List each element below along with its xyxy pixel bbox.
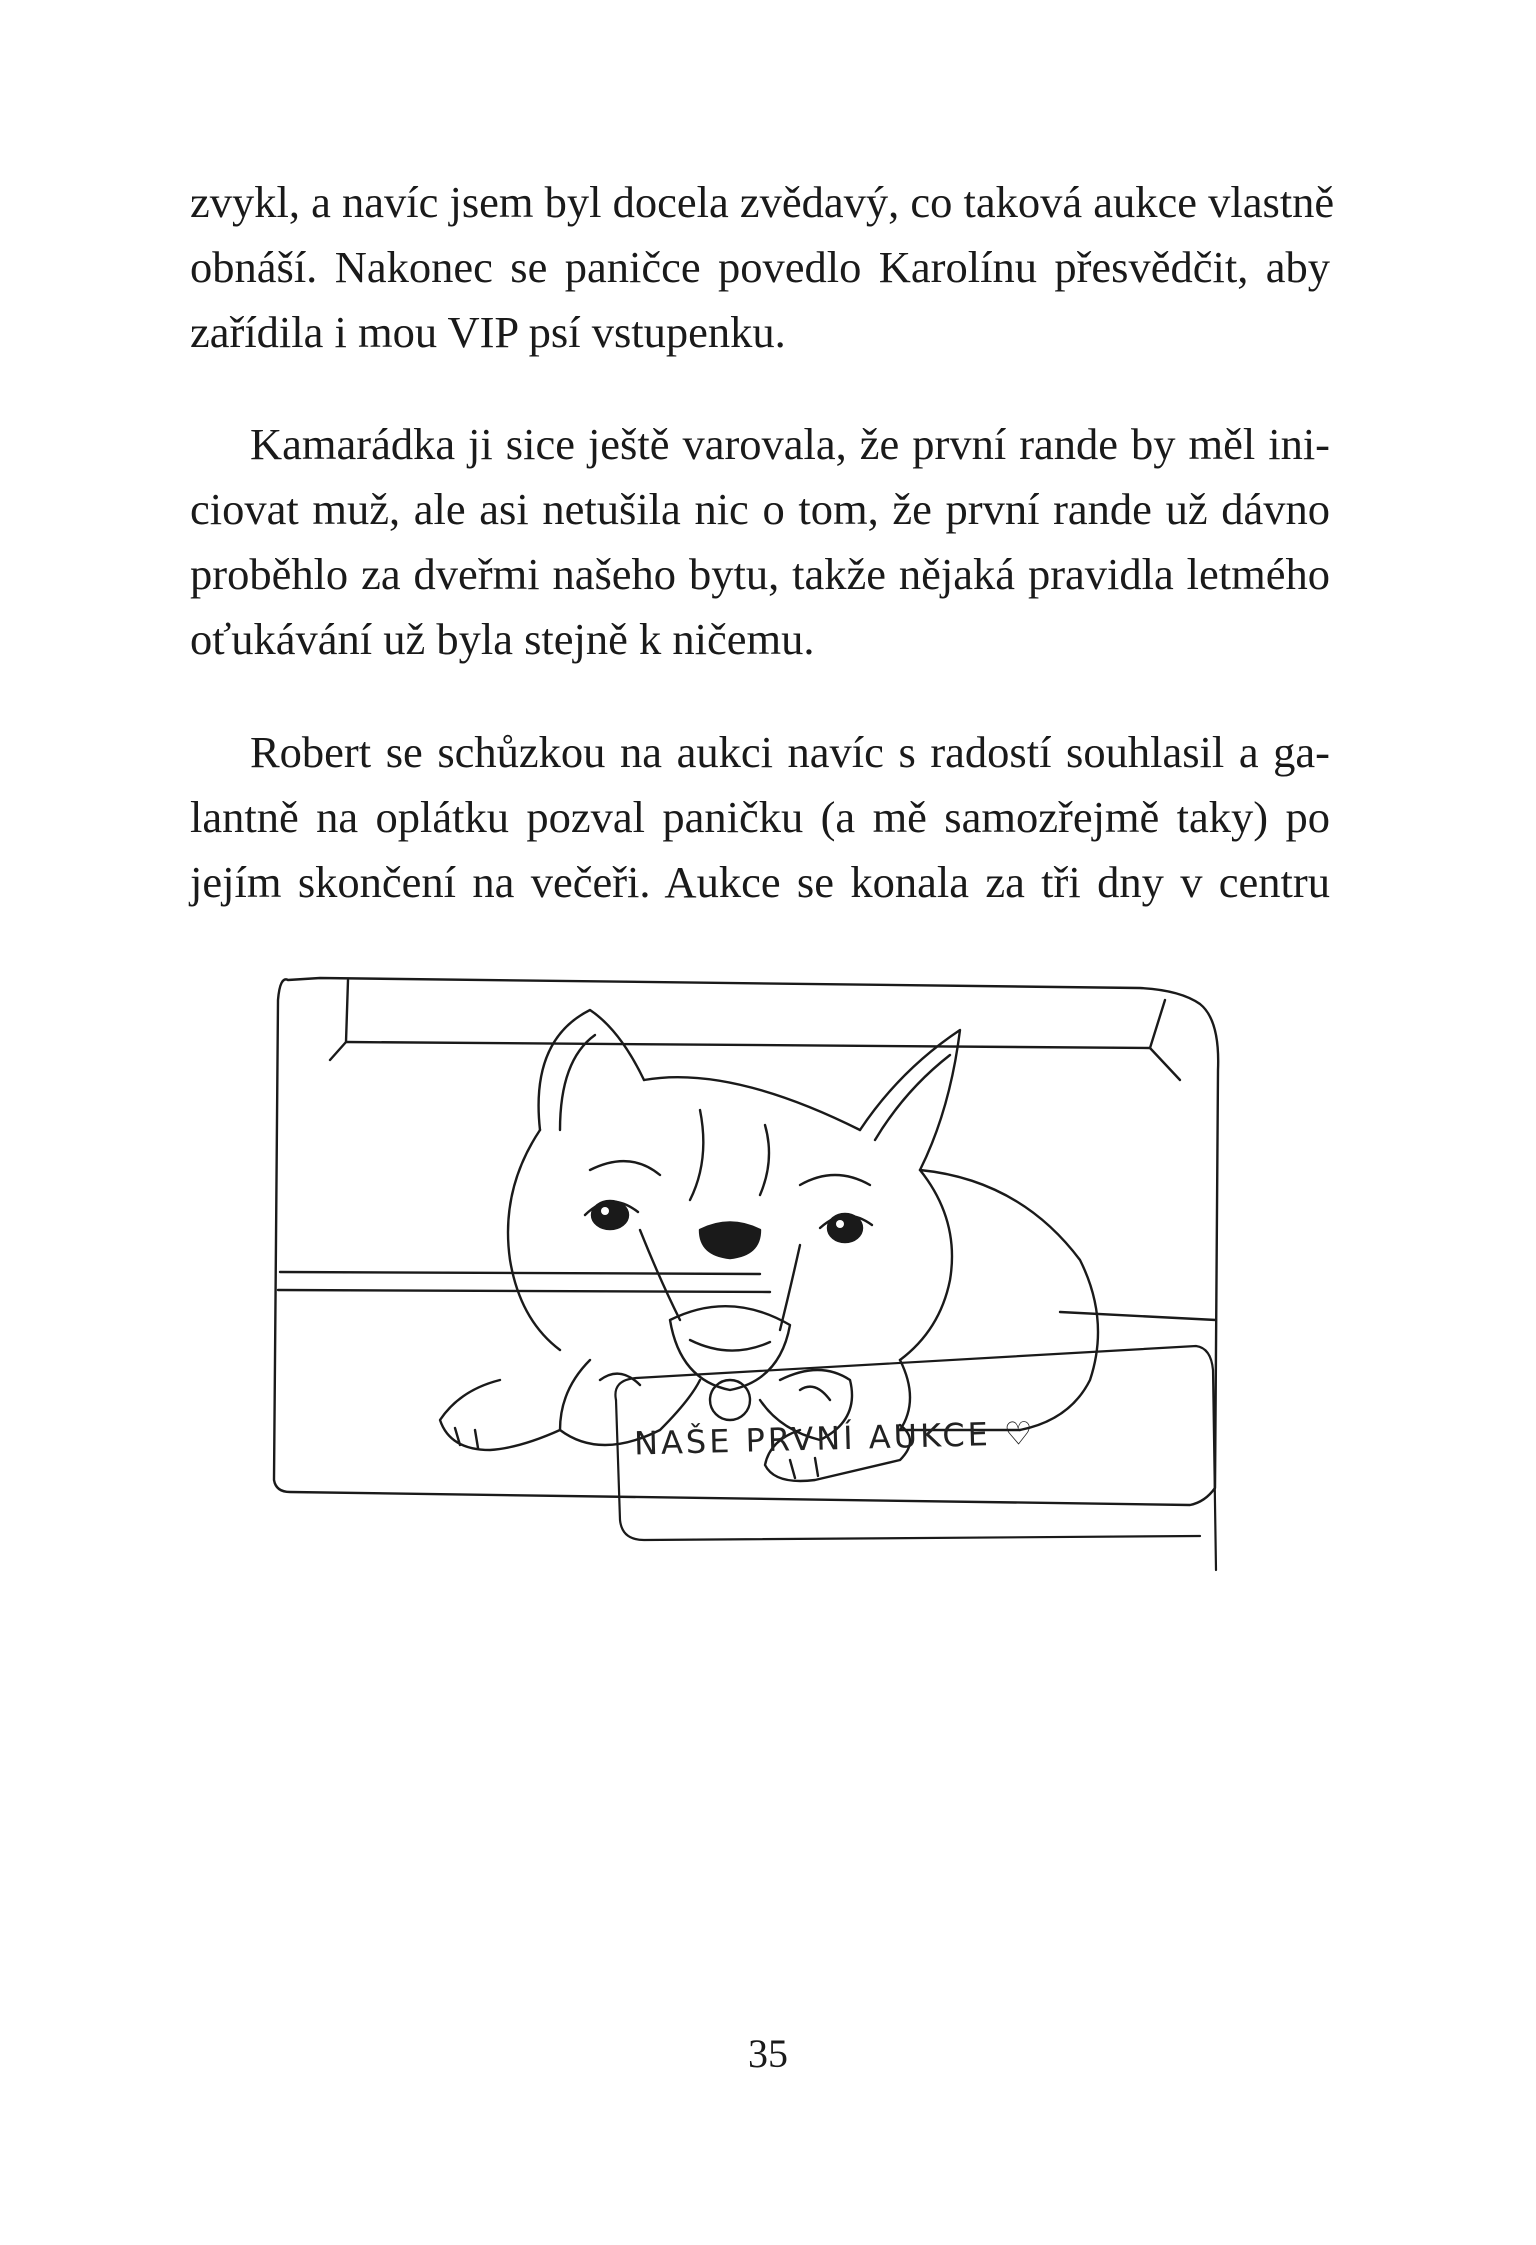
caption-text: NAŠE PRVNÍ AUKCE ♡ <box>633 1414 1037 1463</box>
text-line: Kamarádka ji sice ještě varovala, že první rande by měl ini- <box>250 419 1330 469</box>
text-line: Robert se schůzkou na aukci navíc s radostí souhlasil a ga- <box>250 727 1330 777</box>
text-line: jejím skončení na večeři. Aukce se konala za tři dny v centru <box>190 857 1330 907</box>
text-line: zařídila i mou VIP psí vstupenku. <box>190 307 786 357</box>
text-line: obnáší. Nakonec se paničce povedlo Karolínu přesvědčit, aby <box>190 242 1330 292</box>
text-line: lantně na oplátku pozval paničku (a mě samozřejmě taky) po <box>190 792 1330 842</box>
paragraph-1 <box>190 170 1335 365</box>
text-line: proběhlo za dveřmi našeho bytu, takže nějaká pravidla letmého <box>190 549 1330 599</box>
text-line: ciovat muž, ale asi netušila nic o tom, že první rande už dávno <box>190 484 1330 534</box>
text-line: zvykl, a navíc jsem byl docela zvědavý, co taková aukce vlastně <box>190 177 1335 227</box>
paragraph-2 <box>190 412 1330 672</box>
text-line: oťukávání už byla stejně k ničemu. <box>190 614 815 664</box>
page-number: 35 <box>748 2031 788 2076</box>
paragraph-3 <box>190 720 1330 915</box>
